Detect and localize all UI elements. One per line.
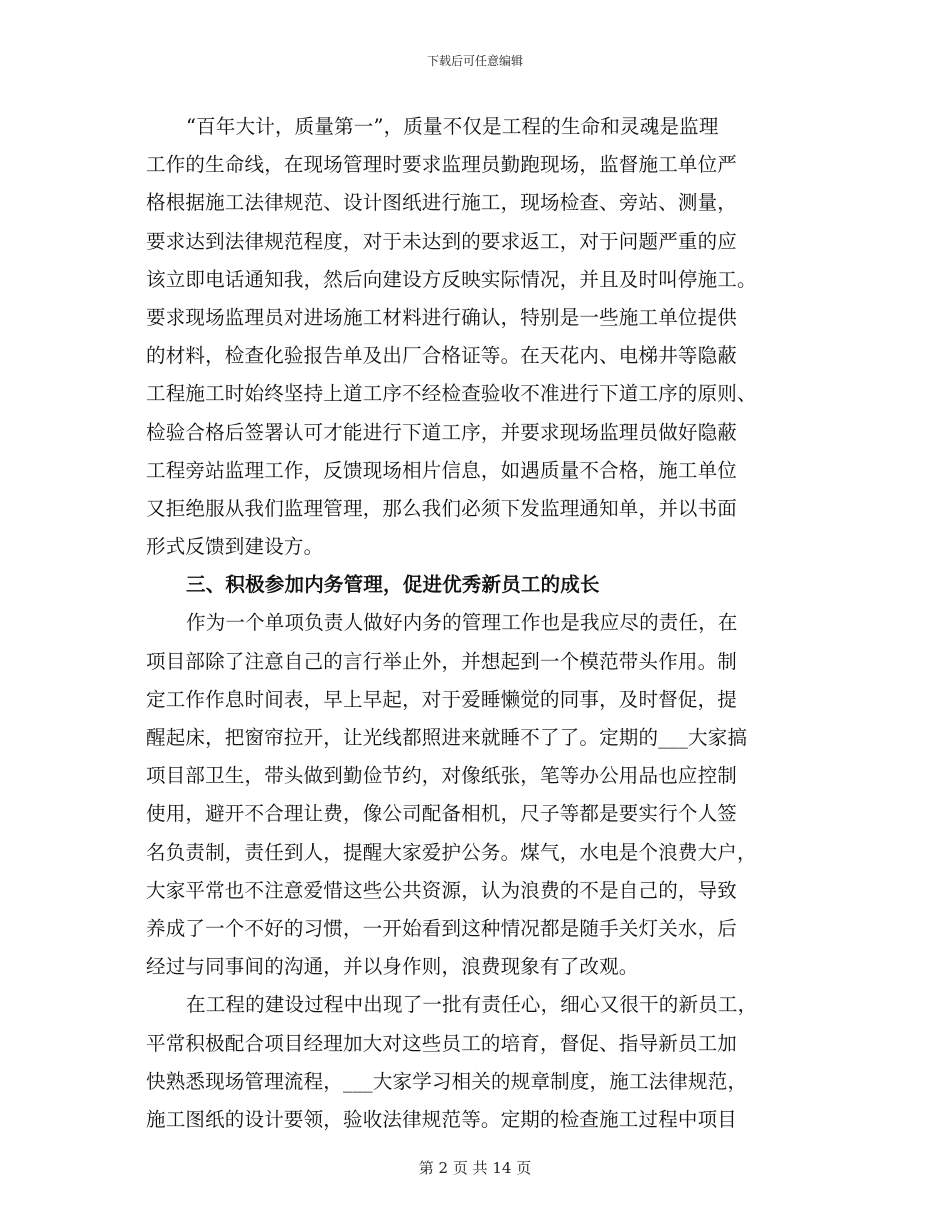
text-line: 该立即电话通知我，然后向建设方反映实际情况，并且及时叫停施工。	[146, 267, 757, 291]
text-line: 大家平常也不注意爱惜这些公共资源，认为浪费的不是自己的，导致	[146, 878, 738, 902]
text-line: 定工作作息时间表，早上早起，对于爱睡懒觉的同事，及时督促，提	[146, 687, 738, 711]
text-line: 快熟悉现场管理流程，___大家学习相关的规章制度，施工法律规范，	[146, 1069, 748, 1093]
text-line: 工程旁站监理工作，反馈现场相片信息，如遇质量不合格，施工单位	[146, 458, 738, 482]
text-line: 格根据施工法律规范、设计图纸进行施工，现场检查、旁站、测量，	[146, 191, 738, 215]
text-line: 的材料，检查化验报告单及出厂合格证等。在天花内、电梯井等隐蔽	[146, 344, 738, 368]
text-line: 施工图纸的设计要领，验收法律规范等。定期的检查施工过程中项目	[146, 1107, 738, 1131]
page-footer: 第 2 页 共 14 页	[418, 1159, 532, 1177]
text-line: 经过与同事间的沟通，并以身作则，浪费现象有了改观。	[146, 955, 639, 979]
text-line: 要求达到法律规范程度，对于未达到的要求返工，对于问题严重的应	[146, 229, 738, 253]
text-line: 项目部卫生，带头做到勤俭节约，对像纸张，笔等办公用品也应控制	[146, 764, 738, 788]
text-line: 工程施工时始终坚持上道工序不经检查验收不准进行下道工序的原则、	[146, 382, 757, 406]
text-line: 又拒绝服从我们监理管理，那么我们必须下发监理通知单，并以书面	[146, 496, 738, 520]
text-line: 养成了一个不好的习惯，一开始看到这种情况都是随手关灯关水，后	[146, 916, 738, 940]
section-heading: 三、积极参加内务管理，促进优秀新员工的成长	[186, 573, 600, 597]
text-line: 工作的生命线，在现场管理时要求监理员勤跑现场，监督施工单位严	[146, 153, 738, 177]
text-line: 醒起床，把窗帘拉开，让光线都照进来就睡不了了。定期的___大家搞	[146, 726, 748, 749]
document-body	[146, 108, 806, 1139]
text-line: 作为一个单项负责人做好内务的管理工作也是我应尽的责任，在	[186, 611, 738, 635]
text-line: “百年大计，质量第一”，质量不仅是工程的生命和灵魂是监理	[186, 115, 719, 138]
text-line: 形式反馈到建设方。	[146, 535, 324, 559]
text-line: 使用，避开不合理让费，像公司配备相机，尺子等都是要实行个人签	[146, 802, 738, 826]
page-header: 下载后可任意编辑	[426, 54, 523, 68]
text-line: 名负责制，责任到人，提醒大家爱护公务。煤气，水电是个浪费大户，	[146, 840, 757, 864]
text-line: 平常积极配合项目经理加大对这些员工的培育，督促、指导新员工加	[146, 1031, 738, 1055]
text-line: 检验合格后签署认可才能进行下道工序，并要求现场监理员做好隐蔽	[146, 420, 738, 444]
text-line: 要求现场监理员对进场施工材料进行确认，特别是一些施工单位提供	[146, 305, 738, 329]
text-line: 项目部除了注意自己的言行举止外，并想起到一个模范带头作用。制	[146, 649, 738, 673]
text-line: 在工程的建设过程中出现了一批有责任心，细心又很干的新员工，	[186, 993, 758, 1017]
